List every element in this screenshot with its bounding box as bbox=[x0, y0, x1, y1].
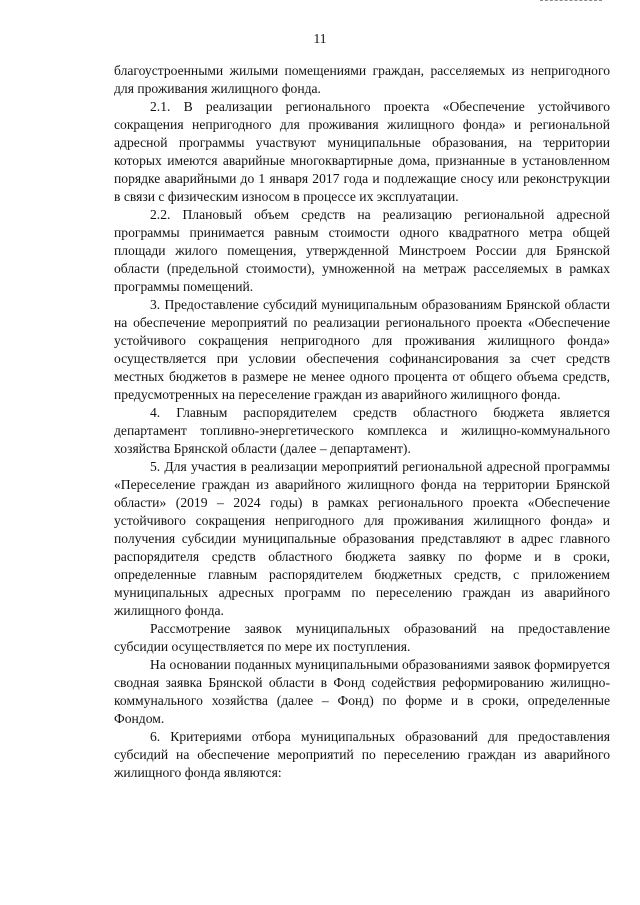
paragraph-5: 5. Для участия в реализации мероприятий региональной адресной программы «Переселение граждан из аварийного жилищного фонда на территории Брянской области» (2019 – 2024 годы) в рамках регионального проекта «Обеспечение устойчивого сокращения непригодного для проживания жилищного фонда» и получения субсидии муниципальные образования представляют в адрес главного распорядителя средств областного бюджета заявку по форме и в сроки, определенные главным распорядителем бюджетных средств, с приложением муниципальных адресных программ по переселению граждан из аварийного жилищного фонда. bbox=[114, 459, 610, 618]
paragraph-3: 3. Предоставление субсидий муниципальным образованиям Брянской области на обеспечение мероприятий по реализации регионального проекта «Обеспечение устойчивого сокращения непригодного для проживания жилищного фонда» осуществляется при условии обеспечения софинансирования за счет средств местных бюджетов в размере не менее одного процента от общего объема средств, предусмотренных на переселение граждан из аварийного жилищного фонда. bbox=[114, 297, 610, 402]
scan-edge-mark bbox=[540, 0, 602, 2]
page-number: 11 bbox=[313, 31, 327, 46]
paragraph-4: 4. Главным распорядителем средств областного бюджета является департамент топливно-энергетического комплекса и жилищно-коммунального хозяйства Брянской области (далее – департамент). bbox=[114, 405, 610, 456]
document-body bbox=[114, 62, 610, 782]
paragraph-applications-review: Рассмотрение заявок муниципальных образований на предоставление субсидии осуществляется по мере их поступления. bbox=[114, 621, 610, 654]
paragraph-2-2: 2.2. Плановый объем средств на реализацию региональной адресной программы принимается равным стоимости одного квадратного метра общей площади жилого помещения, утвержденной Минстроем России для Брянской области (предельной стоимости), умноженной на метраж расселяемых в рамках программы помещений. bbox=[114, 207, 610, 294]
paragraph-consolidated-application: На основании поданных муниципальными образованиями заявок формируется сводная заявка Брянской области в Фонд содействия реформированию жилищно-коммунального хозяйства (далее – Фонд) по форме и в сроки, определенные Фондом. bbox=[114, 657, 610, 726]
paragraph-2-1: 2.1. В реализации регионального проекта «Обеспечение устойчивого сокращения непригодного для проживания жилищного фонда» и региональной адресной программы участвуют муниципальные образования, на территории которых имеются аварийные многоквартирные дома, признанные в установленном порядке аварийными до 1 января 2017 года и подлежащие сносу или реконструкции в связи с физическим износом в процессе их эксплуатации. bbox=[114, 99, 610, 204]
paragraph-6: 6. Критериями отбора муниципальных образований для предоставления субсидий на обеспечение мероприятий по переселению граждан из аварийного жилищного фонда являются: bbox=[114, 729, 610, 780]
paragraph-continuation: благоустроенными жилыми помещениями граждан, расселяемых из непригодного для проживания жилищного фонда. bbox=[114, 63, 610, 96]
